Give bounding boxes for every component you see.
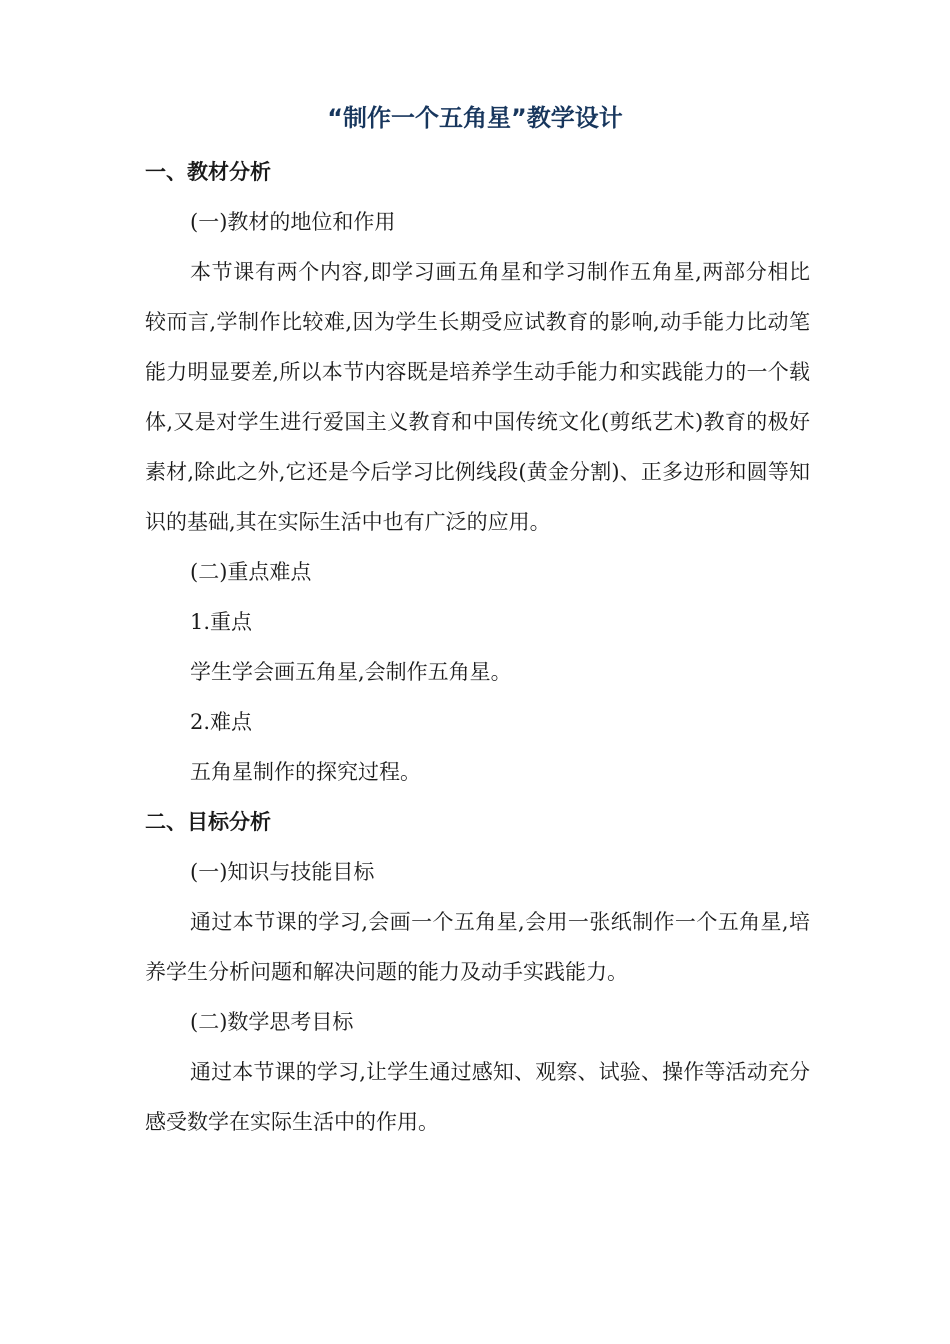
section-heading-objectives: 二、目标分析	[145, 810, 271, 834]
section-heading-textbook-analysis: 一、教材分析	[145, 160, 271, 184]
paragraph-knowledge-skills: 通过本节课的学习,会画一个五角星,会用一张纸制作一个五角星,培养学生分析问题和解决问题的能力及动手实践能力。	[145, 910, 810, 984]
paragraph-math-thinking: 通过本节课的学习,让学生通过感知、观察、试验、操作等活动充分感受数学在实际生活中的作用。	[145, 1060, 810, 1134]
key-point-label: 1.重点	[190, 610, 253, 634]
difficulty-label: 2.难点	[190, 710, 253, 734]
subheading-key-points: (二)重点难点	[190, 560, 312, 584]
subheading-knowledge-skills: (一)知识与技能目标	[190, 860, 375, 884]
subheading-math-thinking: (二)数学思考目标	[190, 1010, 354, 1034]
paragraph-role: 本节课有两个内容,即学习画五角星和学习制作五角星,两部分相比较而言,学制作比较难,因为学生长期受应试教育的影响,动手能力比动笔能力明显要差,所以本节内容既是培养学生动手能力和实践能力的一个载体,又是对学生进行爱国主义教育和中国传统文化(剪纸艺术)教育的极好素材,除此之外,它还是今后学习比例线段(黄金分割)、正多边形和圆等知识的基础,其在实际生活中也有广泛的应用。	[145, 260, 810, 534]
document-body	[145, 147, 810, 1147]
document-title: “制作一个五角星”教学设计	[327, 104, 623, 132]
difficulty-text: 五角星制作的探究过程。	[190, 760, 421, 784]
subheading-role: (一)教材的地位和作用	[190, 210, 396, 234]
key-point-text: 学生学会画五角星,会制作五角星。	[190, 660, 512, 684]
